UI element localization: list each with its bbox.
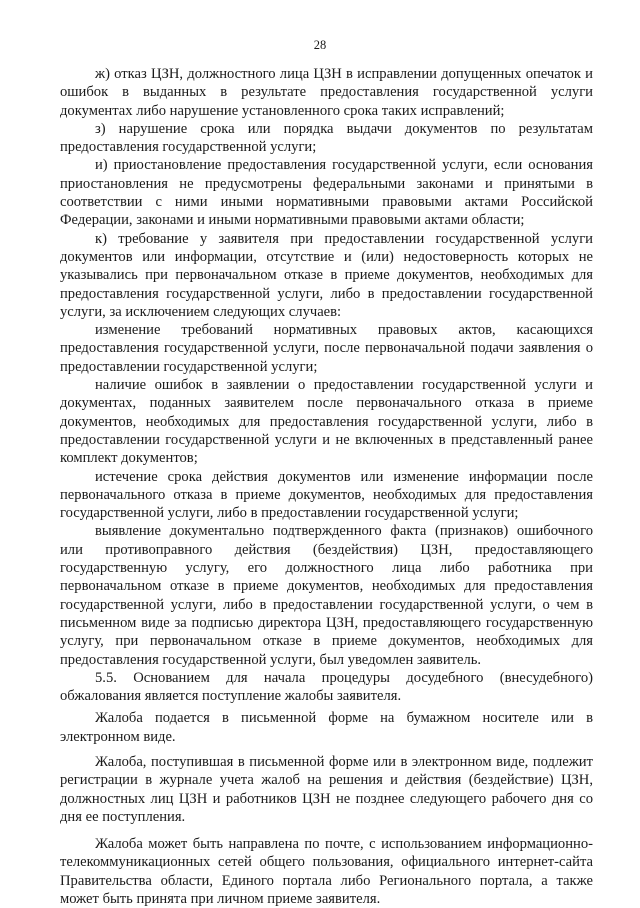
paragraph-5-5: 5.5. Основанием для начала процедуры досудебного (внесудебного) обжалования является поступление жалобы заявителя. xyxy=(60,669,593,705)
paragraph-exception-3: истечение срока действия документов или изменение информации после первоначального отказа в приеме документов, необходимых для предоставления государственной услуги, либо в предоставлении государственной услуги; xyxy=(60,468,593,522)
paragraph-complaint-registration: Жалоба, поступившая в письменной форме или в электронном виде, подлежит регистрации в журнале учета жалоб на решения и действия (бездействие) ЦЗН, должностных лиц ЦЗН и работников ЦЗН не позднее следующего рабочего дня со дня ее поступления. xyxy=(60,753,593,825)
paragraph-complaint-delivery: Жалоба может быть направлена по почте, с использованием информационно-телекоммуникационных сетей общего пользования, официального интернет-сайта Правительства области, Единого портала либо Регионального портала, а также может быть принята при личном приеме заявителя. xyxy=(60,836,593,908)
paragraph-exception-2: наличие ошибок в заявлении о предоставлении государственной услуги и документах, поданных заявителем после первоначального отказа в приеме документов, необходимых для предоставления государственной услуги, либо в предоставлении государственной услуги и не включенных в представленный ранее комплект документов; xyxy=(60,377,593,467)
document-body xyxy=(60,65,593,908)
paragraph-zh: ж) отказ ЦЗН, должностного лица ЦЗН в исправлении допущенных опечаток и ошибок в выданных в результате предоставления государственной услуги документах либо нарушение установленного срока таких исправлений; xyxy=(60,66,593,119)
paragraph-complaint-form: Жалоба подается в письменной форме на бумажном носителе или в электронном виде. xyxy=(60,710,593,745)
paragraph-exception-1: изменение требований нормативных правовых актов, касающихся предоставления государственной услуги, после первоначальной подачи заявления о предоставлении государственной услуги; xyxy=(60,322,593,375)
paragraph-exception-4: выявление документально подтвержденного факта (признаков) ошибочного или противоправного действия (бездействия) ЦЗН, предоставляющего государственную услугу, его должностного лица либо работника при первоначальном отказе в приеме документов, необходимых для предоставления государственной услуги, либо в предоставлении государственной услуги, о чем в письменном виде за подписью директора ЦЗН, предоставляющего государственную услугу, при первоначальном отказе в приеме документов, необходимых для предоставления государственной услуги, был уведомлен заявитель. xyxy=(60,523,593,668)
paragraph-z: з) нарушение срока или порядка выдачи документов по результатам предоставления государственной услуги; xyxy=(60,120,593,156)
page-number: 28 xyxy=(313,38,327,52)
paragraph-i: и) приостановление предоставления государственной услуги, если основания приостановления не предусмотрены федеральными законами и принятыми в соответствии с ними иными нормативными правовыми актами Российской Федерации, законами и иными нормативными правовыми актами области; xyxy=(60,157,593,229)
paragraph-k: к) требование у заявителя при предоставлении государственной услуги документов или информации, отсутствие и (или) недостоверность которых не указывались при первоначальном отказе в приеме документов, необходимых для предоставления государственной услуги, либо в предоставлении государственной услуги, за исключением следующих случаев: xyxy=(60,230,593,320)
